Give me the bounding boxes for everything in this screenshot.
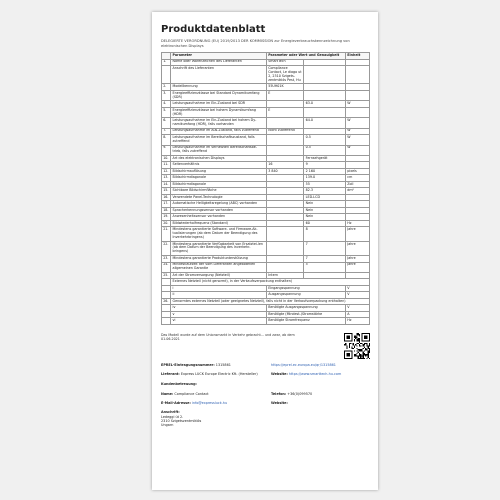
row-value-2: 7 [304,256,346,263]
row-parameter: Mindestlaufzeit der vom Lieferanten angebotenen allgemeinen Garantie [171,262,267,272]
row-value-2: 60 [304,220,346,227]
row-parameter: Benötigte (Mindest-)Stromstärke [267,311,346,318]
row-value [267,241,304,255]
customer-phone-label: Telefon: [271,391,287,396]
row-parameter: Eingangsspannung [267,285,346,292]
table-row [162,118,370,128]
row-number: 15. [162,188,171,195]
row-parameter: Verwendete Panel-Technologie [171,194,267,201]
row-value [267,262,304,272]
row-value: 55UH01K [267,84,304,91]
supplier-website-link[interactable]: https://www.smarttech-hu.com [288,372,342,377]
row-parameter: Art der Stromversorgung (Netzteil) [171,272,267,279]
row-value-2: 7 [304,241,346,255]
row-parameter: Mindestens garantierte Produktunterstützung [171,256,267,263]
row-value-2: 5 [304,262,346,272]
row-value-2: 64.0 [304,118,346,128]
header-cell: Parameter [171,53,267,60]
row-unit [346,107,370,117]
row-value-2: 82.3 [304,188,346,195]
row-unit: W [346,135,370,145]
row-sub-number: iv [171,305,267,312]
row-number: 10. [162,155,171,162]
address-line: Ungarn [161,423,174,428]
row-unit: W [346,128,370,135]
row-number: 13. [162,175,171,182]
row-parameter: Name oder Warenzeichen des Lieferanten [171,59,267,66]
row-unit: pixels [346,168,370,175]
customer-service-heading: Kundenbetreuung: [161,381,197,386]
row-value-2: Nein [304,207,346,214]
row-value-2: 0.5 [304,135,346,145]
row-parameter: Energieeffizienzklasse bei Standard Dynamikumfang (SDR) [171,90,267,100]
row-unit: A [346,311,370,318]
row-number: 25. [162,272,171,279]
eprel-number: 1315861 [215,362,231,367]
row-parameter: Anwesenheitssensor vorhanden [171,214,267,221]
specs-table [161,52,370,325]
row-value-2 [304,66,346,84]
customer-email-label: E-Mail-Adresse: [161,401,191,406]
qr-code-icon[interactable] [344,333,370,359]
regulation-subtitle: DELEGIERTE VERORDNUNG (EU) 2019/2013 DER KOMMISSION zur Energieverbrauchskennzeichnung von elektronischen Displays [161,39,350,48]
row-note: Externes Netzteil (nicht genormt), in der Verkaufsverpackung enthalten) [171,279,370,286]
row-number: 9. [162,145,171,155]
row-number: 3. [162,90,171,100]
row-value: SmartTech [267,59,304,66]
row-parameter: Automatische Helligkeitsregelung (ABC) vorhanden [171,201,267,208]
customer-name-row [161,392,370,396]
customer-name: Compliance Contact [174,391,209,396]
table-row [162,241,370,255]
table-row [162,145,370,155]
row-parameter: Mindestens garantierte Software- und Firmware-Ak-tualisierungen (ab dem Datum der Beendigung des Inverkehrbringens) [171,227,267,241]
row-value-2: Nein [304,201,346,208]
row-unit: V [346,292,370,299]
table-row [162,318,370,325]
row-parameter: Leistungsaufnahme im Ein-Zustand bei SDR [171,101,267,108]
supplier-row [161,372,370,376]
customer-address [161,410,370,427]
row-number: 8. [162,135,171,145]
row-parameter: Energieeffizienzklasse bei hohem Dynamikumfang (HDR) [171,107,267,117]
row-parameter: Benötigte Stromfrequenz [267,318,346,325]
row-number: 18. [162,207,171,214]
specs-body [162,59,370,324]
row-parameter: Seitenverhältnis [171,162,267,169]
eprel-label: EPREL-Eintragungsnummer: [161,362,215,367]
row-parameter: Ausgangsspannung [267,292,346,299]
row-number: 23. [162,256,171,263]
header-cell: Parameter oder Wert und Genauigkeit [267,53,346,60]
table-row [162,90,370,100]
market-notice [161,333,370,359]
row-number: 21. [162,227,171,241]
row-number: 4. [162,101,171,108]
supplier-name: Express LUCK Europe Electric Kft. (Hersteller) [180,372,258,377]
row-number: 12. [162,168,171,175]
row-parameter: Bildschirmauflösung [171,168,267,175]
eprel-link[interactable]: https://eprel.ec.europa.eu/qr/1315861 [271,362,336,367]
row-number: 24. [162,262,171,272]
row-value: 16 [267,162,304,169]
row-value: Nicht zutreffend [267,128,304,135]
row-parameter: Bildschirmdiagonale [171,175,267,182]
row-value-2: 0.5 [304,145,346,155]
row-sub-number: i [171,285,267,292]
row-unit: cm [346,175,370,182]
table-row [162,66,370,84]
row-value-2: 55 [304,181,346,188]
row-value-2: 8 [304,227,346,241]
row-parameter: Bildschirmdiagonale [171,181,267,188]
datasheet-page [152,12,378,490]
address-line: 2310 Szigetszentmiklós [161,419,202,424]
row-value-2: 2 160 [304,168,346,175]
customer-name-label: Name: [161,391,174,396]
table-row [162,135,370,145]
row-value: E [267,90,304,100]
row-parameter: Leistungsaufnahme im vernetzten Bereitschaftsbe-trieb, falls zutreffend [171,145,267,155]
row-number [162,318,171,325]
table-row [162,262,370,272]
row-number: 2. [162,84,171,91]
customer-website-label: Website: [271,401,288,406]
row-value-2: Fernsehgerät [304,155,346,162]
row-sub-number: vi [171,318,267,325]
row-unit: Jahre [346,262,370,272]
row-number [162,66,171,84]
row-parameter: Bildwiederholfrequenz (Standard) [171,220,267,227]
row-number: 16. [162,194,171,201]
row-unit: Hz [346,318,370,325]
row-sub-number: ii [171,292,267,299]
row-unit: Jahre [346,227,370,241]
row-parameter: Art des elektronischen Displays [171,155,267,162]
row-number: 11. [162,162,171,169]
row-value: E [267,107,304,117]
row-value-2 [304,107,346,117]
customer-address-label: Anschrift: [161,410,180,415]
row-unit: dm² [346,188,370,195]
row-value [267,227,304,241]
row-value [267,118,304,128]
page-title: Produktdatenblatt [161,24,266,35]
row-parameter: Leistungsaufnahme im Ein-Zustand bei hohem Dy-namikumfang (HDR), falls vorhanden [171,118,267,128]
eprel-row [161,363,370,367]
row-parameter: Benötigte Ausgangsspannung [267,305,346,312]
row-value: Intern [267,272,304,279]
address-line: Ledeggi út 2. [161,414,184,419]
row-unit: Jahre [346,241,370,255]
row-number: 26. [162,298,171,305]
row-value-2: 139.0 [304,175,346,182]
row-number: 19. [162,214,171,221]
row-unit: W [346,101,370,108]
row-note: Genormtes externes Netzteil (oder geeignetes Netzteil), falls nicht in der Verkaufsverpackung enthalten) [171,298,370,305]
row-unit: Zoll [346,181,370,188]
row-parameter: Mindestens garantierte Verfügbarkeit von Ersatztei-len (ab dem Datum der Beendigung des Inverkehr-bringens) [171,241,267,255]
row-number: 17. [162,201,171,208]
row-parameter: Leistungsaufnahme im Aus-Zustand, falls zutreffend [171,128,267,135]
supplier-label: Lieferant: [161,372,180,377]
row-value-2: Nein [304,214,346,221]
row-number: 6. [162,118,171,128]
row-sub-number: v [171,311,267,318]
row-number: 22. [162,241,171,255]
row-parameter: Sichtbare Bildschirmfläche [171,188,267,195]
table-row [162,107,370,117]
row-number: 1. [162,59,171,66]
supplier-website-label: Website: [271,372,288,377]
row-unit [346,66,370,84]
table-row [162,227,370,241]
row-parameter: Leistungsaufnahme im Bereitschaftszustand, falls zutreffend [171,135,267,145]
row-unit: W [346,118,370,128]
row-parameter: Modellkennung [171,84,267,91]
row-number: 7. [162,128,171,135]
customer-phone: +36(0)099570 [287,391,313,396]
row-value: Compliance Contact, Le diago ut 2, 2310 Szigets-zentmiklós Pest, Hu [267,66,304,84]
row-value: 3 840 [267,168,304,175]
row-parameter: Spracherkennungssensor vorhanden [171,207,267,214]
row-value [267,135,304,145]
row-value-2: LED-LCD [304,194,346,201]
row-value-2: 63.0 [304,101,346,108]
row-unit: Jahre [346,256,370,263]
supplier-info [161,363,370,428]
row-number: 14. [162,181,171,188]
header-cell: Einheit [346,53,370,60]
row-parameter: Anschrift des Lieferanten [171,66,267,84]
row-unit: V [346,305,370,312]
row-number: 5. [162,107,171,117]
row-number: 20. [162,220,171,227]
customer-email-row [161,401,370,405]
row-unit [346,90,370,100]
row-unit: Hz [346,220,370,227]
row-value [267,145,304,155]
customer-email-link[interactable]: info@expressluck.hu [191,401,228,406]
row-value-2 [304,90,346,100]
row-value-2: 9 [304,162,346,169]
notice-text: Das Modell wurde auf dem Unionsmarkt in Verkehr gebracht... und zwar, ab dem 01.06.2021 [161,332,295,341]
row-unit: V [346,285,370,292]
row-unit: W [346,145,370,155]
